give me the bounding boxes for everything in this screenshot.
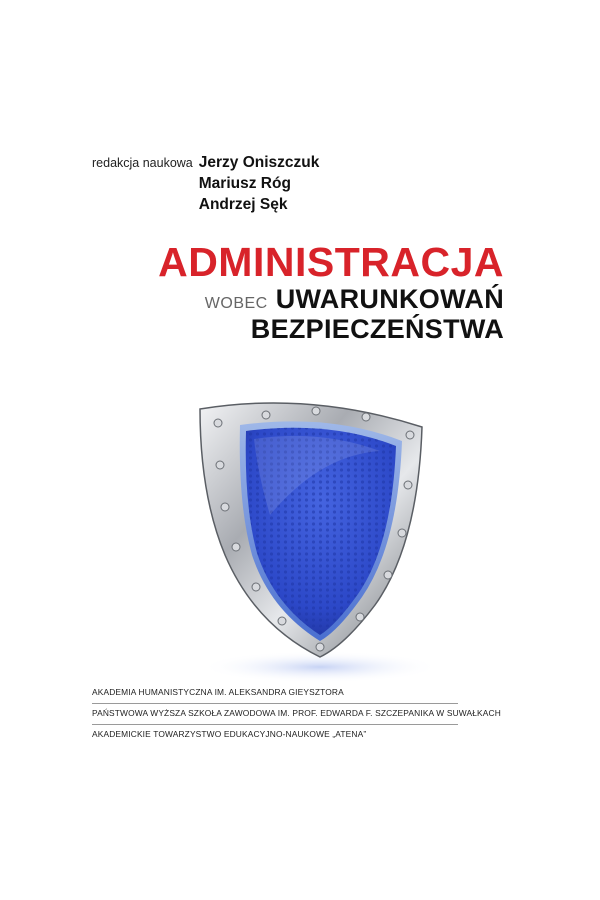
title-line-2 [158, 284, 504, 314]
institutions-list [92, 683, 501, 745]
title-main: ADMINISTRACJA [158, 239, 504, 285]
editor-name: Mariusz Róg [198, 175, 291, 192]
editors-block [92, 152, 319, 215]
editors-names [199, 152, 320, 215]
title-line-3: BEZPIECZEŃSTWA [250, 314, 504, 344]
shield-icon [170, 395, 450, 685]
editor-name: Jerzy Oniszczuk [198, 154, 320, 171]
editor-name: Andrzej Sęk [198, 196, 288, 213]
title-connector: WOBEC [204, 295, 268, 312]
title-line-2-text: UWARUNKOWAŃ [275, 284, 504, 314]
book-title [158, 240, 504, 344]
editors-label: redakcja naukowa [92, 156, 193, 170]
institution-name: AKADEMIA HUMANISTYCZNA IM. ALEKSANDRA GIEYSZTORA [92, 687, 344, 697]
institution-name: AKADEMICKIE TOWARZYSTWO EDUKACYJNO-NAUKOWE „ATENA” [92, 729, 367, 739]
institution-name: PAŃSTWOWA WYŻSZA SZKOŁA ZAWODOWA IM. PROF. EDWARDA F. SZCZEPANIKA W SUWAŁKACH [92, 708, 501, 718]
